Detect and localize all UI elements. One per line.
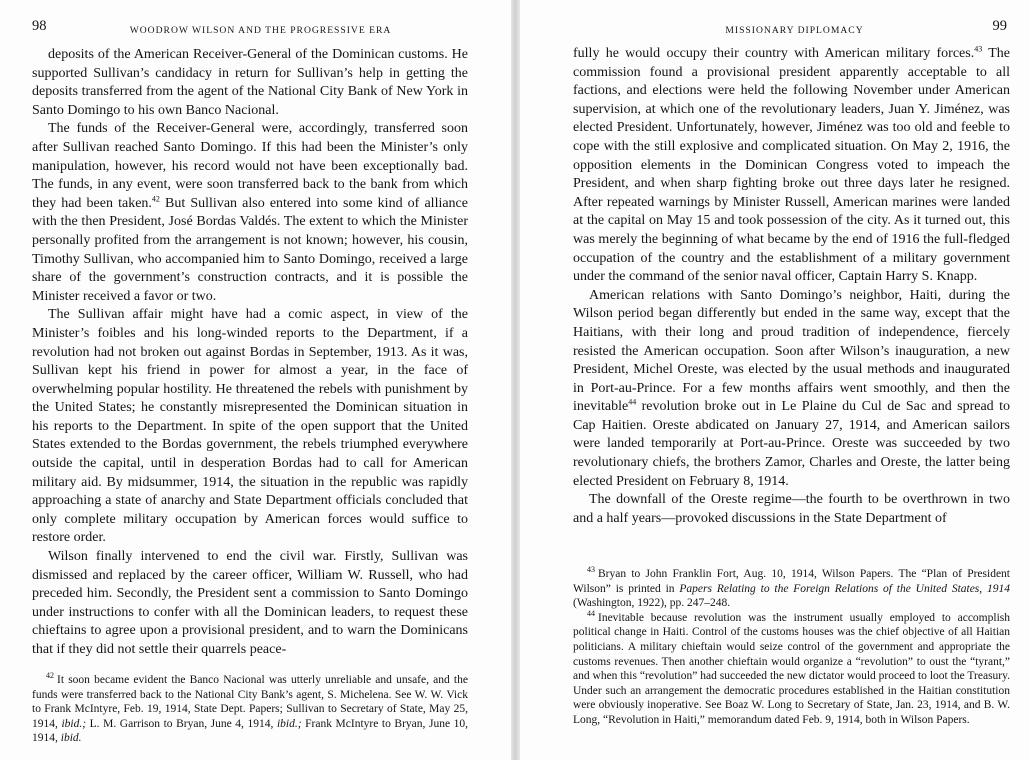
right-footnotes bbox=[573, 567, 1010, 728]
text-run: deposits of the American Receiver-General of the Dominican customs. He supported Sullivan’s candidacy in return for Sullivan’s help in getting the deposits transferred from the agent of the National City Bank of New York in Santo Domingo to his own Banco Nacional. bbox=[32, 47, 468, 118]
text-run: (Washington, 1922), pp. 247–248. bbox=[573, 597, 731, 610]
right-body-text bbox=[573, 45, 1010, 528]
right-running-head bbox=[572, 18, 1007, 42]
paragraph bbox=[32, 306, 468, 548]
left-body-text bbox=[32, 46, 468, 660]
footnote-number: 42 bbox=[46, 671, 54, 681]
italic-text: ibid.; bbox=[276, 717, 302, 730]
paragraph bbox=[32, 548, 468, 660]
paragraph bbox=[573, 287, 1010, 492]
footnote bbox=[573, 567, 1010, 611]
paragraph bbox=[32, 120, 468, 306]
footnote-reference: 42 bbox=[151, 194, 160, 204]
footnote-number: 43 bbox=[587, 565, 595, 575]
text-run: Wilson finally intervened to end the civil war. Firstly, Sullivan was dismissed and replaced by the career officer, William W. Russell, who had preceded him. Secondly, the President sent a commission to Santo Domingo under instructions to confer with all the Dominican leaders, to request these chieftains to agree upon a provisional president, and to warn the Dominicans that if they did not settle their quarrels peace- bbox=[32, 549, 468, 657]
text-run: But Sullivan also entered into some kind of alliance with the then President, José Bordas Valdés. The extent to which the Minister personally profited from the arrangement is not known; however, his cousin, Timothy Sullivan, who accompanied him to Santo Domingo, received a large share of the government’s construction contracts, and it is possible the Minister received a favor or two. bbox=[32, 195, 468, 304]
right-page bbox=[520, 0, 1029, 760]
left-running-head-title: WOODROW WILSON AND THE PROGRESSIVE ERA bbox=[129, 25, 392, 36]
left-page bbox=[0, 0, 511, 760]
text-run: The commission found a provisional president apparently acceptable to all factions, and elections were held the following November under American supervision, at which one of the revolutionary leaders, Juan Y. Jiménez, was elected President. Unfortunately, however, Jiménez was too old and feeble to cope with the still explosive and complicated situation. On May 2, 1916, the opposition elements in the Dominican Congress voted to impeach the President, and when sharp fighting broke out three days later he resigned. After repeated warnings by Minister Russell, American marines were landed at the capital on May 15 and took possession of the city. As it turned out, this was merely the beginning of what became by the end of 1916 the full-fledged occupation of the country and the establishment of a military government under the command of the senior naval officer, Captain Harry S. Knapp. bbox=[573, 46, 1010, 285]
paragraph bbox=[573, 45, 1010, 287]
italic-text: ibid.; bbox=[61, 717, 87, 730]
text-run: The funds of the Receiver-General were, accordingly, transferred soon after Sullivan reached Santo Domingo. If this had been the Minister’s only manipulation, however, his record would not have been exceptionally bad. The funds, in any event, were soon transferred back to the bank from which they had been taken. bbox=[32, 121, 468, 211]
text-run: The downfall of the Oreste regime—the fourth to be overthrown in two and a half years—provoked discussions in the State Department of bbox=[573, 492, 1010, 526]
text-run: revolution broke out in Le Plaine du Cul de Sac and spread to Cap Haitien. Oreste abdicated on January 27, 1914, and American sailors were landed temporarily at Port-au-Prince. Oreste was succeeded by two revolutionary chiefs, the brothers Zamor, Charles and Oreste, the latter being elected President on February 8, 1914. bbox=[573, 399, 1010, 489]
text-run: Frank McIntyre to Bryan, June 10, 1914, bbox=[32, 717, 469, 745]
right-running-head-title: MISSIONARY DIPLOMACY bbox=[725, 25, 864, 36]
text-run: Bryan to John Franklin Fort, Aug. 10, 1914, Wilson Papers. The “Plan of President Wilson” is printed in bbox=[573, 568, 1010, 595]
footnote bbox=[573, 608, 1010, 728]
text-run: fully he would occupy their country with American military forces. bbox=[573, 46, 975, 61]
left-page-number: 98 bbox=[32, 18, 47, 34]
left-footnotes bbox=[32, 673, 468, 746]
left-running-head bbox=[32, 18, 493, 42]
italic-text: ibid. bbox=[60, 732, 82, 745]
footnote bbox=[32, 673, 468, 746]
footnote-reference: 44 bbox=[628, 397, 637, 407]
footnote-number: 44 bbox=[587, 608, 595, 618]
italic-text: Papers Relating to the Foreign Relations of the United States, 1914 bbox=[679, 582, 1010, 595]
text-run: It soon became evident the Banco Nacional was utterly unreliable and unsafe, and the funds were transferred back to the National City Bank’s agent, S. Michelena. See W. W. Vick to Frank McIntyre, Feb. 19, 1914, State Dept. Papers; Sullivan to Secretary of State, May 25, 1914, bbox=[32, 674, 468, 730]
paragraph bbox=[573, 491, 1010, 528]
text-run: American relations with Santo Domingo’s neighbor, Haiti, during the Wilson period began differently but ended in the same way, except that the Haitians, with their long and proud tradition of independence, fiercely resisted the American occupation. Soon after Wilson’s inauguration, a new President, Michel Oreste, was elected by the usual methods and inaugurated in Port-au-Prince. For a few months affairs went smoothly, and then the inevitable bbox=[573, 287, 1010, 415]
right-page-number: 99 bbox=[992, 18, 1007, 34]
footnote-reference: 43 bbox=[974, 44, 983, 54]
text-run: The Sullivan affair might have had a comic aspect, in view of the Minister’s foibles and his long-winded reports to the Department, if a revolution had not broken out against Bordas in September, 1913. As it was, Sullivan kept his friend in power for almost a year, in the face of overwhelming popular hostility. He threatened the rebels with punishment by the United States; he constantly misrepresented the Dominican situation in his reports to the Department. In spite of the open support that the United States extended to the Bordas government, the rebels triumphed everywhere outside the capital, until in desperation Bordas had to call for American military aid. By midsummer, 1914, the situation in the republic was rapidly approaching a state of anarchy and State Department officials concluded that only complete military occupation by American forces would suffice to restore order. bbox=[32, 307, 468, 546]
book-gutter bbox=[511, 0, 520, 760]
paragraph bbox=[32, 46, 468, 120]
text-run: L. M. Garrison to Bryan, June 4, 1914, bbox=[86, 717, 277, 730]
text-run: Inevitable because revolution was the instrument usually employed to accomplish political change in Haiti. Control of the customs houses was the chief objective of all Haitian politicians. A military chieftain would seize control of the government and appropriate the customs revenues. Then another chieftain would organize a “revolution” to oust the “tyrant,” and when this “revolution” had succeeded the new dictator would proceed to loot the Treasury. Under such an arrangement the democratic procedures established in the Haitian constitution were obviously inoperative. See Boaz W. Long to Secretary of State, Jan. 23, 1914, and B. W. Long, “Revolution in Haiti,” memorandum dated Feb. 9, 1914, both in Wilson Papers. bbox=[573, 611, 1010, 726]
